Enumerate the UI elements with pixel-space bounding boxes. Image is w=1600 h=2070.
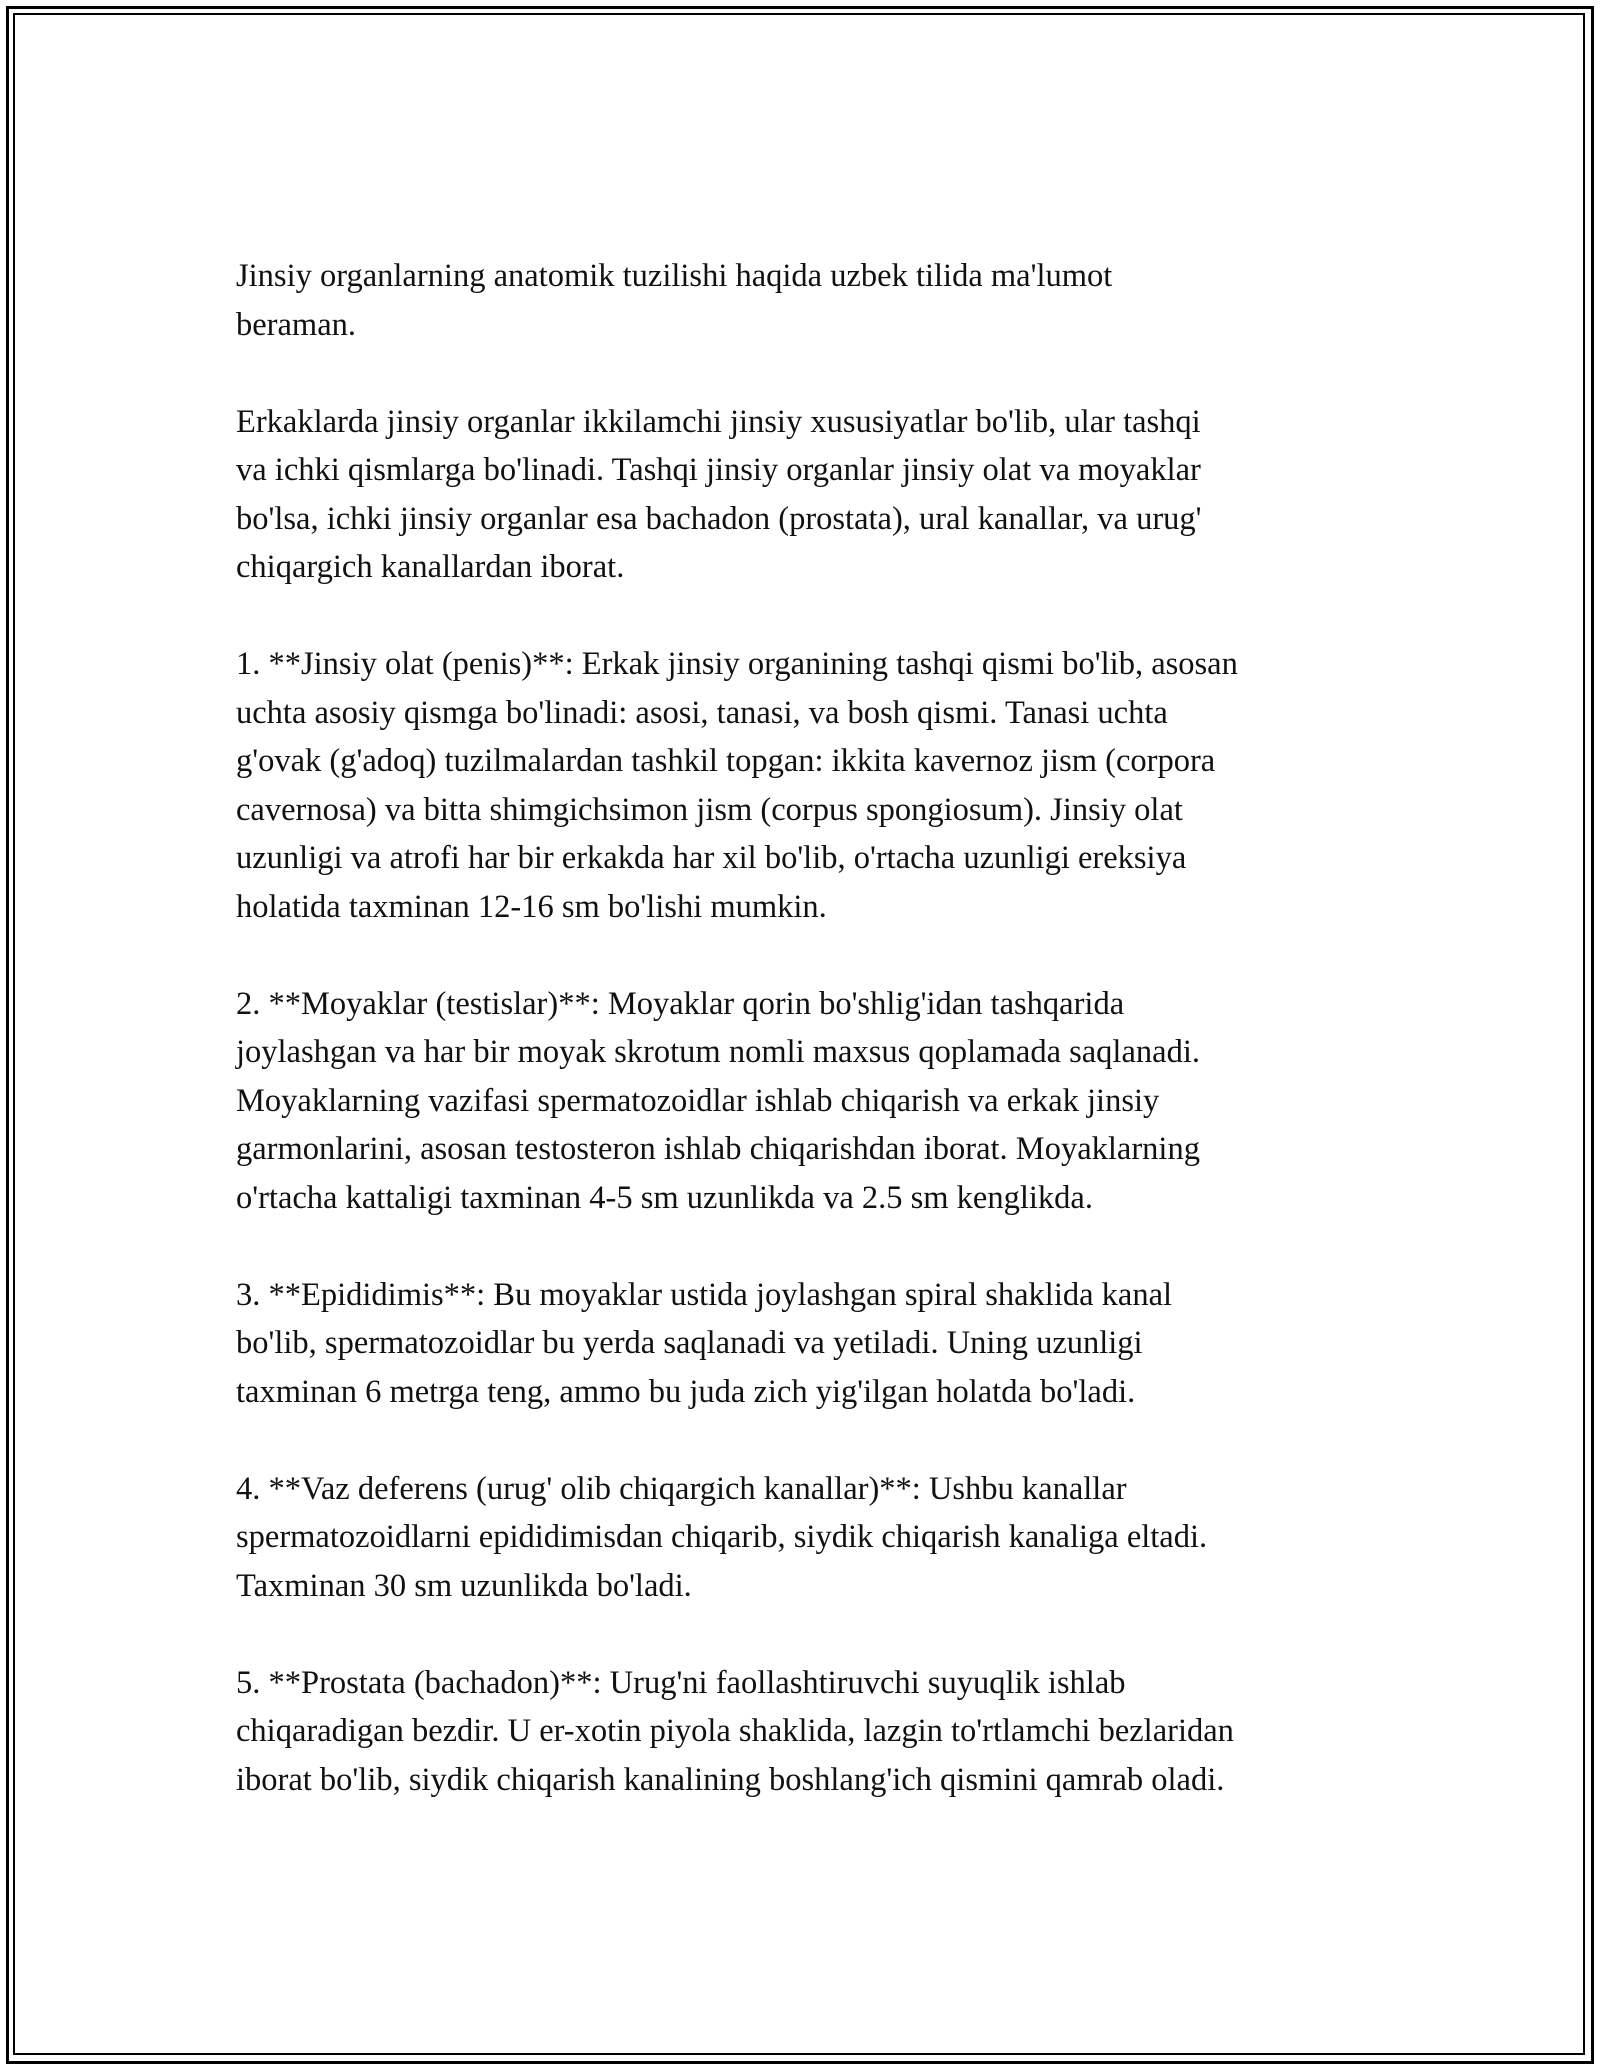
list-item-epididymis: 3. **Epididimis**: Bu moyaklar ustida joylashgan spiral shaklida kanal bo'lib, spermatozoidlar bu yerda saqlanadi va yetiladi. Uning uzunligi taxminan 6 metrga teng, ammo bu juda zich yig'ilgan holatda bo'ladi. — [236, 1276, 1173, 1410]
list-item-vas-deferens: 4. **Vaz deferens (urug' olib chiqargich kanallar)**: Ushbu kanallar spermatozoidlarni epididimisdan chiqarib, siydik chiqarish kanaliga eltadi. Taxminan 30 sm uzunlikda bo'ladi. — [236, 1470, 1208, 1604]
document-body — [236, 252, 1376, 1804]
overview-paragraph: Erkaklarda jinsiy organlar ikkilamchi jinsiy xususiyatlar bo'lib, ular tashqi va ichki qismlarga bo'linadi. Tashqi jinsiy organlar jinsiy olat va moyaklar bo'lsa, ichki jinsiy organlar esa bachadon (prostata), ural kanallar, va urug' chiqargich kanallardan iborat. — [236, 403, 1202, 585]
intro-paragraph: Jinsiy organlarning anatomik tuzilishi haqida uzbek tilida ma'lumot beraman. — [236, 258, 1113, 343]
list-item-testes: 2. **Moyaklar (testislar)**: Moyaklar qorin bo'shlig'idan tashqarida joylashgan va har bir moyak skrotum nomli maxsus qoplamada saqlanadi. Moyaklarning vazifasi spermatozoidlar ishlab chiqarish va erkak jinsiy garmonlarini, asosan testosteron ishlab chiqarishdan iborat. Moyaklarning o'rtacha kattaligi taxminan 4-5 sm uzunlikda va 2.5 sm kenglikda. — [236, 985, 1200, 1216]
list-item-prostate: 5. **Prostata (bachadon)**: Urug'ni faollashtiruvchi suyuqlik ishlab chiqaradigan bezdir. U er-xotin piyola shaklida, lazgin to'rtlamchi bezlaridan iborat bo'lib, siydik chiqarish kanalining boshlang'ich qismini qamrab oladi. — [236, 1664, 1234, 1798]
list-item-penis: 1. **Jinsiy olat (penis)**: Erkak jinsiy organining tashqi qismi bo'lib, asosan uchta asosiy qismga bo'linadi: asosi, tanasi, va bosh qismi. Tanasi uchta g'ovak (g'adoq) tuzilmalardan tashkil topgan: ikkita kavernoz jism (corpora cavernosa) va bitta shimgichsimon jism (corpus spongiosum). Jinsiy olat uzunligi va atrofi har bir erkakda har xil bo'lib, o'rtacha uzunligi ereksiya holatida taxminan 12-16 sm bo'lishi mumkin. — [236, 646, 1238, 925]
